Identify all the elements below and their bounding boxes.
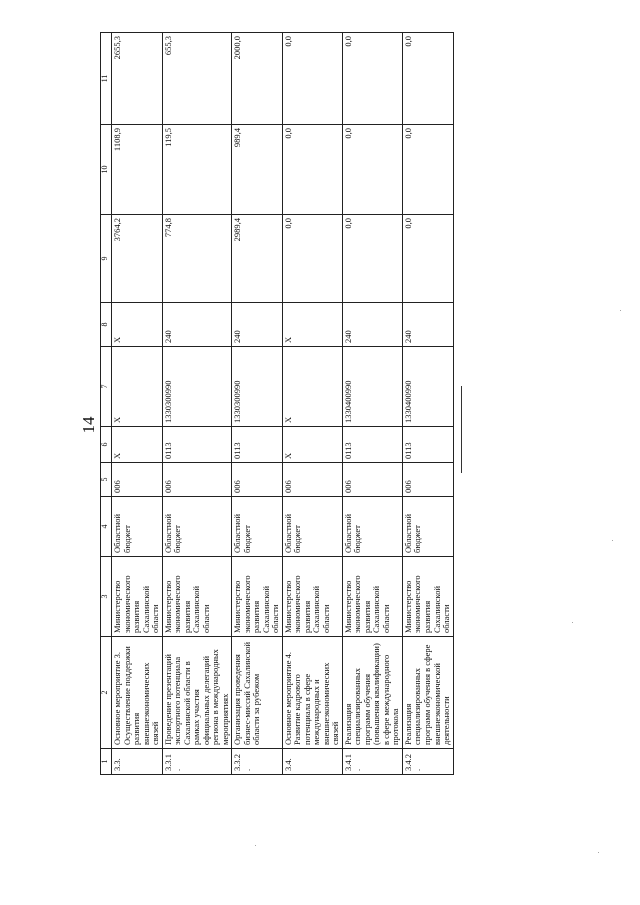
row-name: Организация проведения бизнес-миссий Сахалинской области за рубежом [232, 637, 283, 749]
table-row [282, 33, 342, 775]
row-vr: X [282, 303, 342, 347]
col-header: 10 [101, 125, 112, 215]
row-executor: Министерство экономического развития Сахалинской области [402, 557, 453, 637]
row-source: Областной бюджет [342, 497, 402, 557]
row-code: 3.4.1. [342, 749, 402, 775]
row-source: Областной бюджет [112, 497, 163, 557]
table-row [162, 33, 232, 775]
col-header: 3 [101, 557, 112, 637]
row-rzpr: 0113 [162, 427, 232, 463]
row-value-col9: 3764,2 [112, 215, 163, 303]
table-row [232, 33, 283, 775]
row-vr: X [112, 303, 163, 347]
row-value-col10: 1108,9 [112, 125, 163, 215]
col-header: 5 [101, 463, 112, 497]
row-vr: 240 [232, 303, 283, 347]
row-source: Областной бюджет [162, 497, 232, 557]
table-row [402, 33, 453, 775]
row-code: 3.4.2. [402, 749, 453, 775]
row-csr: 1330300990 [232, 347, 283, 427]
row-grbs: 006 [402, 463, 453, 497]
row-name: Основное мероприятие 3. Осуществление поддержки развития внешнеэкономических связей [112, 637, 163, 749]
row-grbs: 006 [282, 463, 342, 497]
row-vr: 240 [342, 303, 402, 347]
col-header: 2 [101, 637, 112, 749]
row-rzpr: X [112, 427, 163, 463]
rotated-table-viewport [100, 33, 452, 775]
col-header: 6 [101, 427, 112, 463]
row-code: 3.4. [282, 749, 342, 775]
row-value-col9: 0,0 [402, 215, 453, 303]
row-executor: Министерство экономического развития Сахалинской области [112, 557, 163, 637]
row-rzpr: X [282, 427, 342, 463]
col-header: 1 [101, 749, 112, 775]
row-value-col11: 2000,0 [232, 33, 283, 125]
row-name: Реализация специализированных программ обучения (повышения квалификации) в сфере международного протокола [342, 637, 402, 749]
row-vr: 240 [162, 303, 232, 347]
row-executor: Министерство экономического развития Сахалинской области [282, 557, 342, 637]
row-grbs: 006 [232, 463, 283, 497]
scan-speck [598, 852, 599, 853]
horizontal-rule [461, 386, 462, 473]
row-value-col11: 2655,3 [112, 33, 163, 125]
row-grbs: 006 [162, 463, 232, 497]
row-source: Областной бюджет [232, 497, 283, 557]
table-row [342, 33, 402, 775]
row-value-col11: 655,3 [162, 33, 232, 125]
page-number: 14 [79, 416, 98, 434]
row-code: 3.3.2. [232, 749, 283, 775]
row-value-col9: 2989,4 [232, 215, 283, 303]
col-header: 11 [101, 33, 112, 125]
row-name: Реализация специализированных программ обучения в сфере внешнеэкономической деятельности [402, 637, 453, 749]
row-source: Областной бюджет [402, 497, 453, 557]
row-value-col10: 0,0 [402, 125, 453, 215]
row-csr: X [112, 347, 163, 427]
row-grbs: 006 [342, 463, 402, 497]
budget-table [100, 32, 454, 775]
scan-speck [255, 845, 256, 846]
row-value-col11: 0,0 [282, 33, 342, 125]
header-row [101, 33, 112, 775]
row-value-col9: 0,0 [342, 215, 402, 303]
col-header: 7 [101, 347, 112, 427]
row-csr: 1330300990 [162, 347, 232, 427]
scan-speck [620, 310, 621, 311]
col-header: 4 [101, 497, 112, 557]
row-rzpr: 0113 [342, 427, 402, 463]
row-value-col10: 989,4 [232, 125, 283, 215]
row-name: Проведение презентаций экспортного потенциала Сахалинской области в рамках участия официальных делегаций региона в международных мероприятиях [162, 637, 232, 749]
table-row [112, 33, 163, 775]
row-vr: 240 [402, 303, 453, 347]
row-rzpr: 0113 [232, 427, 283, 463]
scan-speck [572, 622, 573, 623]
row-csr: 1330400990 [342, 347, 402, 427]
row-value-col10: 0,0 [282, 125, 342, 215]
row-csr: X [282, 347, 342, 427]
row-source: Областной бюджет [282, 497, 342, 557]
row-csr: 1330400990 [402, 347, 453, 427]
row-grbs: 006 [112, 463, 163, 497]
row-executor: Министерство экономического развития Сахалинской области [342, 557, 402, 637]
row-value-col9: 0,0 [282, 215, 342, 303]
row-rzpr: 0113 [402, 427, 453, 463]
col-header: 9 [101, 215, 112, 303]
col-header: 8 [101, 303, 112, 347]
row-value-col11: 0,0 [402, 33, 453, 125]
table-container [100, 33, 452, 775]
row-name: Основное мероприятие 4. Развитие кадрового потенциала в сфере международных и внешнеэкономических связей [282, 637, 342, 749]
row-value-col11: 0,0 [342, 33, 402, 125]
row-value-col10: 0,0 [342, 125, 402, 215]
row-value-col10: 119,5 [162, 125, 232, 215]
scan-speck [612, 540, 613, 541]
row-executor: Министерство экономического развития Сахалинской области [162, 557, 232, 637]
row-value-col9: 774,8 [162, 215, 232, 303]
row-code: 3.3. [112, 749, 163, 775]
row-code: 3.3.1. [162, 749, 232, 775]
row-executor: Министерство экономического развития Сахалинской области [232, 557, 283, 637]
